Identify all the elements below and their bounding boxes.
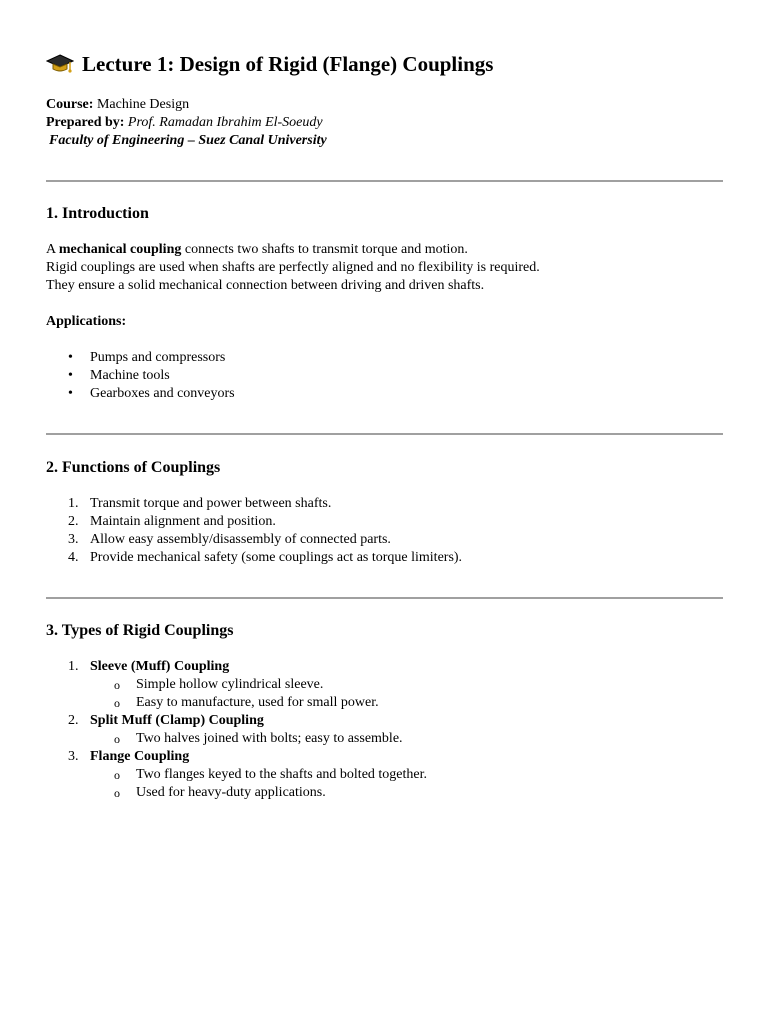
sub-list-item: o Two halves joined with bolts; easy to assemble. bbox=[46, 730, 427, 748]
list-item bbox=[46, 495, 462, 513]
applications-label: Applications: bbox=[46, 314, 127, 329]
item-text: Transmit torque and power between shafts. bbox=[90, 496, 332, 511]
sub-list-item: o Two flanges keyed to the shafts and bolted together. bbox=[46, 766, 427, 784]
page-title-text: Lecture 1: Design of Rigid (Flange) Couplings bbox=[82, 52, 494, 76]
list-item bbox=[46, 531, 462, 549]
intro-line bbox=[46, 241, 540, 259]
item-number: 2. bbox=[68, 514, 79, 529]
list-item: • Machine tools bbox=[46, 367, 235, 385]
divider bbox=[46, 597, 723, 599]
intro-line: They ensure a solid mechanical connection between driving and driven shafts. bbox=[46, 278, 485, 293]
sub-list-item: o Used for heavy-duty applications. bbox=[46, 784, 427, 802]
item-number: 3. bbox=[68, 749, 79, 764]
item-number: 1. bbox=[68, 496, 79, 511]
section-heading-types: 3. Types of Rigid Couplings bbox=[46, 622, 234, 639]
intro-bold-term: mechanical coupling bbox=[58, 242, 182, 257]
list-item bbox=[46, 513, 462, 531]
list-item: • Gearboxes and conveyors bbox=[46, 385, 235, 403]
applications-list bbox=[46, 349, 235, 403]
section-heading-functions: 2. Functions of Couplings bbox=[46, 459, 221, 476]
item-text: Maintain alignment and position. bbox=[90, 514, 276, 529]
list-item bbox=[46, 549, 462, 567]
list-item: • Pumps and compressors bbox=[46, 349, 235, 367]
sub-list-item: o Easy to manufacture, used for small power. bbox=[46, 694, 427, 712]
item-number: 3. bbox=[68, 532, 79, 547]
item-number: 1. bbox=[68, 659, 79, 674]
document-meta bbox=[46, 96, 327, 150]
item-number: 4. bbox=[68, 550, 79, 565]
types-list bbox=[46, 658, 427, 802]
divider bbox=[46, 433, 723, 435]
functions-list bbox=[46, 495, 462, 567]
sub-list bbox=[46, 676, 427, 712]
item-name: Sleeve (Muff) Coupling bbox=[90, 659, 230, 674]
faculty-line: Faculty of Engineering – Suez Canal University bbox=[49, 133, 327, 148]
item-name: Split Muff (Clamp) Coupling bbox=[90, 713, 264, 728]
prepared-by-line bbox=[46, 114, 327, 132]
graduation-cap-icon bbox=[46, 53, 74, 75]
course-value: Machine Design bbox=[96, 97, 190, 112]
item-text: Provide mechanical safety (some couplings act as torque limiters). bbox=[90, 550, 463, 565]
sub-list bbox=[46, 766, 427, 802]
section-heading-introduction: 1. Introduction bbox=[46, 205, 149, 222]
list-item bbox=[46, 748, 427, 802]
prepared-value: Prof. Ramadan Ibrahim El-Soeudy bbox=[127, 115, 323, 130]
intro-text: connects two shafts to transmit torque and motion. bbox=[181, 242, 468, 257]
introduction-paragraph bbox=[46, 241, 540, 295]
intro-text: A bbox=[46, 242, 59, 257]
prepared-label: Prepared by: bbox=[46, 115, 125, 130]
list-item bbox=[46, 712, 427, 748]
item-number: 2. bbox=[68, 713, 79, 728]
intro-line: Rigid couplings are used when shafts are perfectly aligned and no flexibility is required. bbox=[46, 260, 540, 275]
item-name: Flange Coupling bbox=[90, 749, 190, 764]
course-label: Course: bbox=[46, 97, 94, 112]
item-text: Allow easy assembly/disassembly of connected parts. bbox=[90, 532, 391, 547]
sub-list-item: o Simple hollow cylindrical sleeve. bbox=[46, 676, 427, 694]
divider bbox=[46, 180, 723, 182]
sub-list bbox=[46, 730, 427, 748]
course-line bbox=[46, 96, 327, 114]
page-title bbox=[46, 50, 493, 78]
list-item bbox=[46, 658, 427, 712]
